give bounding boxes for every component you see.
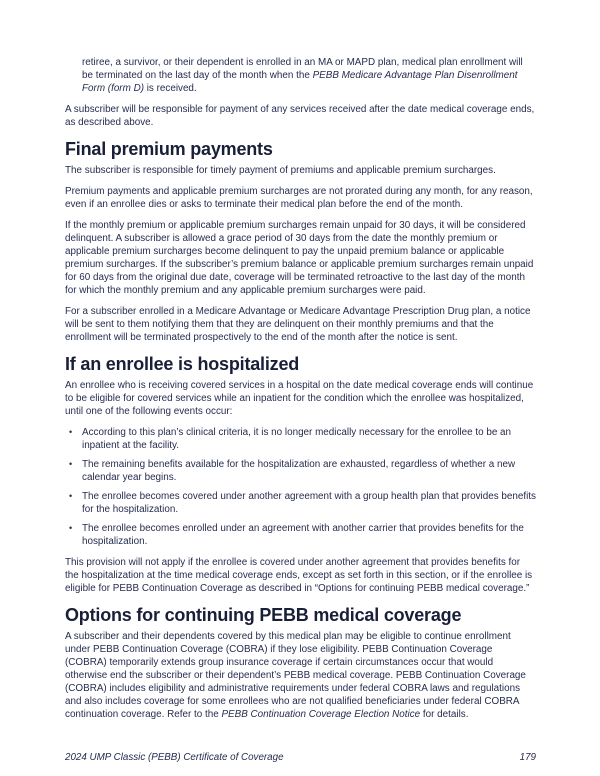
final-premium-paragraph-1: The subscriber is responsible for timely payment of premiums and applicable premium surcharges. xyxy=(65,165,496,176)
footer-page-number: 179 xyxy=(519,752,536,763)
election-notice-title: PEBB Continuation Coverage Election Notice xyxy=(221,709,421,720)
hospitalized-intro-paragraph: An enrollee who is receiving covered services in a hospital on the date medical coverage ends will continue to be eligible for covered services while an inpatient for the condition which the enrollee was hospitalized, until one of the following events occur: xyxy=(65,380,534,417)
disenrollment-form-title: PEBB Medicare Advantage Plan Disenrollment Form (form D) xyxy=(82,70,518,94)
bullet-text: According to this plan’s clinical criteria, it is no longer medically necessary for the enrollee to be an inpatient at the facility. xyxy=(82,427,512,451)
continuation-text-after: is received. xyxy=(143,83,197,94)
bullet-item xyxy=(65,522,536,548)
page-footer xyxy=(65,752,536,763)
heading-options-continuing-coverage: Options for continuing PEBB medical coverage xyxy=(65,605,462,625)
options-text-after: for details. xyxy=(420,709,469,720)
final-premium-paragraph-3: If the monthly premium or applicable premium surcharges remain unpaid for 30 days, it will be considered delinquent. A subscriber is allowed a grace period of 30 days from the date the monthly premium or applicable premium surcharges become delinquent to pay the unpaid premium balance or applicable premium surcharges. If the subscriber’s premium balance or applicable premium surcharges remain unpaid for 60 days from the original due date, coverage will be terminated retroactive to the last day of the month for which the monthly premium and any applicable premium surcharges were paid. xyxy=(65,220,534,296)
bullet-text: The enrollee becomes enrolled under an agreement with another carrier that provides benefits for the hospitalization. xyxy=(82,523,524,547)
bullet-icon: • xyxy=(69,427,73,437)
bullet-icon: • xyxy=(69,523,73,533)
footer-document-title: 2024 UMP Classic (PEBB) Certificate of Coverage xyxy=(65,752,284,763)
bullet-item xyxy=(65,458,536,484)
final-premium-paragraph-2: Premium payments and applicable premium surcharges are not prorated during any month, for any reason, even if an enrollee dies or asks to terminate their medical plan before the end of the month. xyxy=(65,186,533,210)
continuation-paragraph xyxy=(82,56,536,95)
hospitalized-bullet-list xyxy=(65,426,536,548)
bullet-icon: • xyxy=(69,491,73,501)
options-text-before: A subscriber and their dependents covered by this medical plan may be eligible to continue enrollment under PEBB Continuation Coverage (COBRA) if they lose eligibility. PEBB Continuation Coverage (COBRA) temporarily extends group insurance coverage if certain circumstances occur that would otherwise end the subscriber or their dependent’s PEBB medical coverage. PEBB Continuation Coverage (COBRA) includes eligibility and administrative requirements under federal COBRA laws and regulations and also includes coverage for some enrollees who are not qualified beneficiaries under federal COBRA continuation coverage. Refer to the xyxy=(65,631,526,720)
bullet-item xyxy=(65,426,536,452)
continuation-text-before: retiree, a survivor, or their dependent is enrolled in an MA or MAPD plan, medical plan enrollment will be terminated on the last day of the month when the xyxy=(82,57,523,81)
options-paragraph xyxy=(65,630,536,721)
heading-enrollee-hospitalized: If an enrollee is hospitalized xyxy=(65,354,300,374)
final-premium-paragraph-4: For a subscriber enrolled in a Medicare Advantage or Medicare Advantage Prescription Drug plan, a notice will be sent to them notifying them that they are delinquent on their monthly premiums and that the enrollment will be terminated prospectively to the end of the month after the notice is sent. xyxy=(65,306,531,343)
bullet-item xyxy=(65,490,536,516)
heading-final-premium-payments: Final premium payments xyxy=(65,139,273,159)
hospitalized-outro-paragraph: This provision will not apply if the enrollee is covered under another agreement that provides benefits for the hospitalization at the time medical coverage ends, except as set forth in this section, or if the enrollee is eligible for PEBB Continuation Coverage as described in “Options for continuing PEBB medical coverage.” xyxy=(65,557,533,594)
bullet-icon: • xyxy=(69,459,73,469)
responsibility-paragraph: A subscriber will be responsible for payment of any services received after the date medical coverage ends, as described above. xyxy=(65,104,535,128)
bullet-text: The enrollee becomes covered under another agreement with a group health plan that provides benefits for the hospitalization. xyxy=(82,491,536,515)
bullet-text: The remaining benefits available for the hospitalization are exhausted, regardless of whether a new calendar year begins. xyxy=(82,459,516,483)
